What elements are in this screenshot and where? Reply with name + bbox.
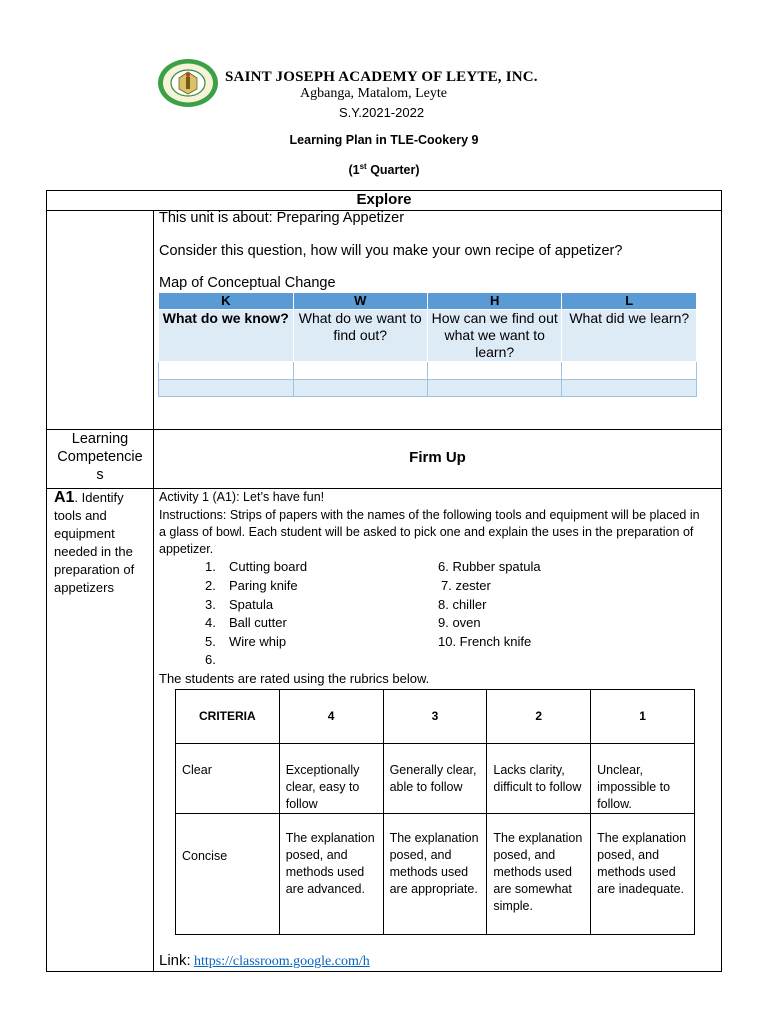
kwhl-header-l: L	[562, 293, 697, 310]
kwhl-cell	[293, 362, 427, 380]
rubric-cell: The explanation posed, and methods used are somewhat simple.	[487, 814, 591, 935]
list-item: Wire whip	[229, 634, 287, 649]
list-item: 9. oven	[438, 615, 481, 630]
kwhl-question-l: What did we learn?	[562, 310, 697, 362]
list-item: Paring knife	[229, 578, 298, 593]
rubric-cell: Lacks clarity, difficult to follow	[487, 744, 591, 814]
rubric-criteria: Concise	[176, 814, 280, 935]
rubric-header-1: 1	[591, 690, 695, 744]
kwhl-cell	[159, 362, 294, 380]
list-item: 10. French knife	[438, 634, 532, 649]
kwhl-cell	[293, 380, 427, 397]
essential-question: Consider this question, how will you make your own recipe of appetizer?	[159, 243, 623, 259]
rubric-cell: The explanation posed, and methods used are appropriate.	[383, 814, 487, 935]
rubric-cell: The explanation posed, and methods used are inadequate.	[591, 814, 695, 935]
rubric-table	[175, 689, 695, 935]
list-item: 6. Rubber spatula	[438, 559, 541, 574]
rubric-intro: The students are rated using the rubrics below.	[159, 671, 430, 686]
list-item: Spatula	[229, 597, 274, 612]
kwhl-question-row	[159, 310, 697, 362]
rubric-header-3: 3	[383, 690, 487, 744]
learning-competencies-label: Learning Competencie s	[57, 431, 143, 483]
kwhl-question-k: What do we know?	[159, 310, 294, 362]
rubric-row-concise	[176, 814, 695, 935]
list-number: 1.	[205, 559, 216, 574]
firm-up-header: Firm Up	[409, 449, 466, 466]
activity-instructions: Instructions: Strips of papers with the names of the following tools and equipment will be placed in a glass of bowl. Each student will be asked to pick one and explain the uses in the preparation of appetizer.	[159, 508, 700, 556]
competency-a1	[54, 489, 150, 597]
quarter-label	[0, 162, 768, 177]
list-number: 6.	[205, 652, 216, 667]
quarter-superscript: st	[359, 162, 367, 171]
school-name: SAINT JOSEPH ACADEMY OF LEYTE, INC.	[225, 69, 538, 85]
list-item: 7. zester	[441, 578, 491, 593]
kwhl-question-h: How can we find out what we want to learn?	[427, 310, 562, 362]
rubric-row-clear	[176, 744, 695, 814]
list-item: Ball cutter	[229, 615, 287, 630]
plan-title: Learning Plan in TLE-Cookery 9	[289, 133, 479, 147]
competency-code: A1	[54, 489, 75, 506]
kwhl-cell	[427, 380, 562, 397]
rubric-cell: Generally clear, able to follow	[383, 744, 487, 814]
kwhl-cell	[159, 380, 294, 397]
kwhl-header-k: K	[159, 293, 294, 310]
kwhl-header-w: W	[293, 293, 427, 310]
kwhl-cell	[427, 362, 562, 380]
rubric-cell: Exceptionally clear, easy to follow	[279, 744, 383, 814]
school-address: Agbanga, Matalom, Leyte	[300, 86, 447, 101]
kwhl-cell	[562, 380, 697, 397]
unit-about-text: This unit is about: Preparing Appetizer	[159, 210, 405, 226]
list-item: Cutting board	[229, 559, 308, 574]
column-divider	[153, 210, 154, 972]
list-item: 8. chiller	[438, 597, 487, 612]
competency-text: . Identify tools and equipment needed in the preparation of appetizers	[54, 490, 135, 595]
explore-header: Explore	[356, 191, 412, 208]
kwhl-cell	[562, 362, 697, 380]
kwhl-empty-row	[159, 380, 697, 397]
kwhl-table	[158, 292, 697, 397]
school-seal-logo	[157, 58, 219, 108]
list-number: 5.	[205, 634, 216, 649]
rubric-criteria: Clear	[176, 744, 280, 814]
list-number: 3.	[205, 597, 216, 612]
map-title: Map of Conceptual Change	[159, 275, 336, 291]
kwhl-header-row	[159, 293, 697, 310]
rubric-header-row	[176, 690, 695, 744]
kwhl-header-h: H	[427, 293, 562, 310]
kwhl-empty-row	[159, 362, 697, 380]
activity-title: Activity 1 (A1): Let’s have fun!	[159, 490, 325, 504]
list-number: 4.	[205, 615, 216, 630]
school-year: S.Y.2021-2022	[339, 105, 425, 120]
rubric-cell: Unclear, impossible to follow.	[591, 744, 695, 814]
rubric-cell: The explanation posed, and methods used are advanced.	[279, 814, 383, 935]
rubric-header-4: 4	[279, 690, 383, 744]
list-number: 2.	[205, 578, 216, 593]
link-label: Link:	[159, 952, 191, 969]
kwhl-question-w: What do we want to find out?	[293, 310, 427, 362]
rubric-header-2: 2	[487, 690, 591, 744]
rubric-header-criteria: CRITERIA	[176, 690, 280, 744]
quarter-close: Quarter)	[366, 163, 420, 178]
classroom-link[interactable]: https://classroom.google.com/h	[194, 954, 370, 969]
quarter-open: (1	[348, 163, 360, 178]
